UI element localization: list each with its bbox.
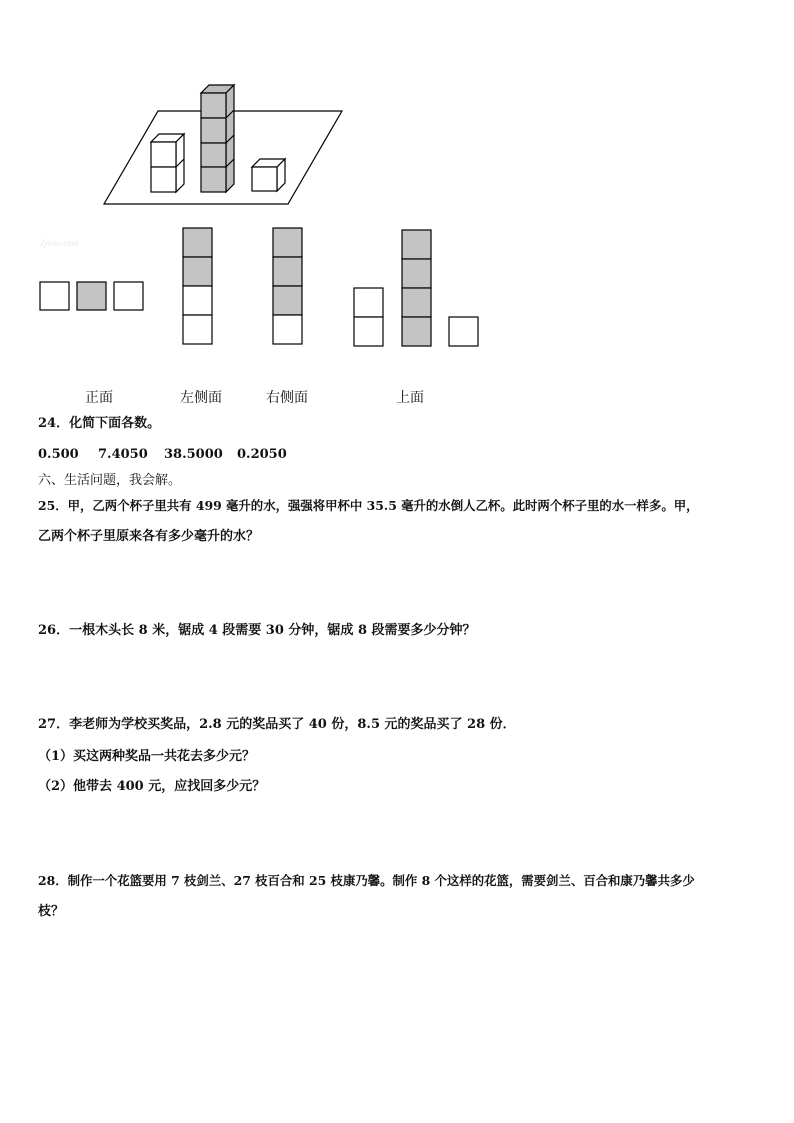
view-left-side	[183, 228, 212, 344]
view-top	[354, 230, 478, 346]
watermark: Jyeoo.com	[40, 238, 79, 248]
q24-number-1: 0.500	[38, 447, 79, 462]
question-27: 27．李老师为学校买奖品，2.8 元的奖品买了 40 份，8.5 元的奖品买了 28 份．	[38, 717, 516, 732]
label-left-view: 左侧面	[180, 390, 222, 406]
question-26: 26．一根木头长 8 米，锯成 4 段需要 30 分钟，锯成 8 段需要多少分钟？	[38, 623, 476, 638]
q24-number-2: 7.4050	[98, 447, 148, 462]
label-front-view: 正面	[85, 390, 113, 406]
question-27-part-1: （1）买这两种奖品一共花去多少元？	[38, 749, 256, 764]
question-28-line-2: 枝？	[38, 904, 65, 919]
question-24-title: 24．化简下面各数。	[38, 416, 161, 431]
cube-stack-figure	[0, 0, 794, 360]
view-right-side	[273, 228, 302, 344]
cube-single-right	[252, 159, 285, 191]
label-top-view: 上面	[396, 390, 424, 406]
view-front	[40, 282, 143, 310]
question-25-line-2: 乙两个杯子里原来各有多少毫升的水？	[38, 529, 260, 544]
cube-stack-middle	[201, 85, 234, 192]
q24-number-3: 38.5000	[164, 447, 223, 462]
question-27-part-2: （2）他带去 400 元，应找回多少元？	[38, 779, 266, 794]
question-28-line-1: 28．制作一个花篮要用 7 枝剑兰、27 枝百合和 25 枝康乃馨。制作 8 个这样的花篮，需要剑兰、百合和康乃馨共多少	[38, 873, 695, 888]
section-6-title: 六、生活问题，我会解。	[38, 473, 182, 488]
label-right-view: 右侧面	[266, 390, 308, 406]
cube-stack-left	[151, 134, 184, 192]
question-25-line-1: 25．甲，乙两个杯子里共有 499 毫升的水，强强将甲杯中 35.5 毫升的水倒人乙杯。此时两个杯子里的水一样多。甲，	[38, 498, 699, 513]
q24-number-4: 0.2050	[237, 447, 287, 462]
